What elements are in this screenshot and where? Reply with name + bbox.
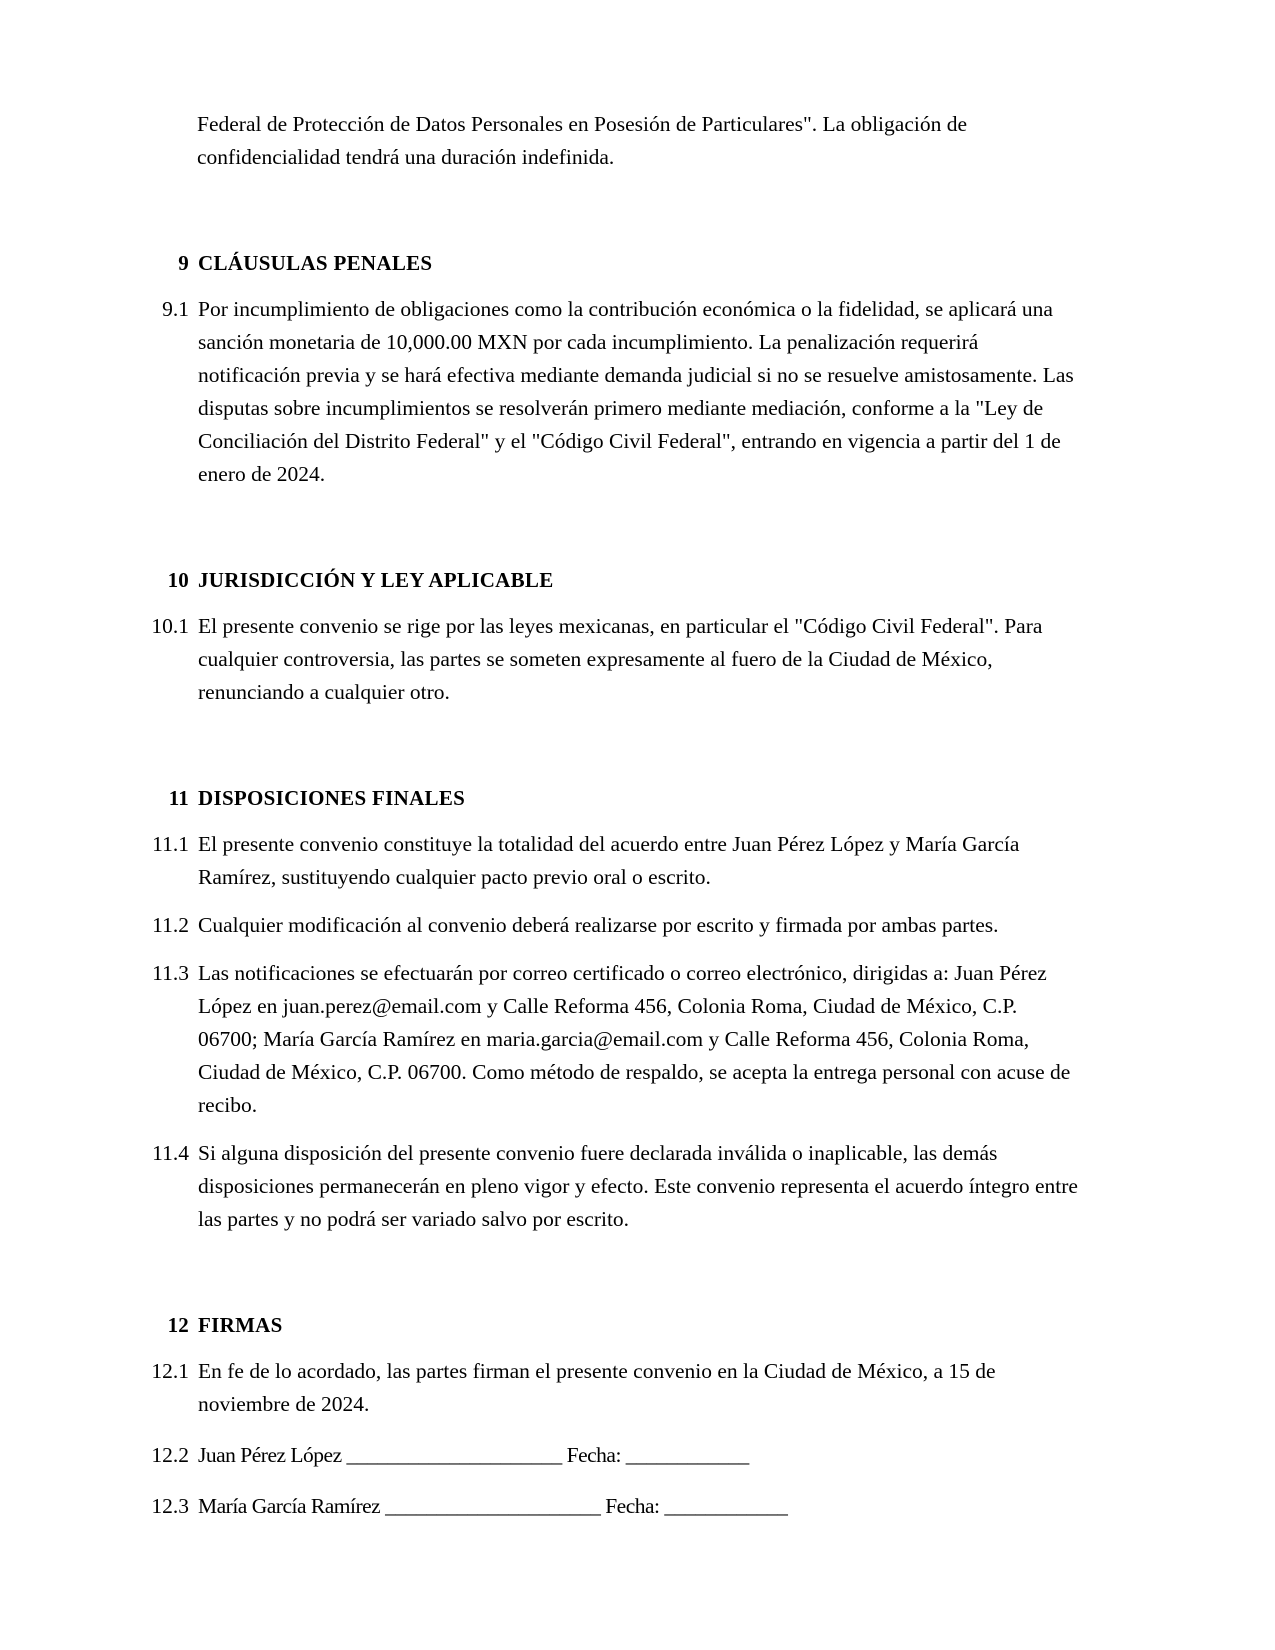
clause-text-12-3[interactable]: María García Ramírez _____________________ Fecha: ____________ — [198, 1494, 788, 1518]
clause-11-1 — [133, 828, 1078, 894]
clause-11-2 — [133, 909, 1078, 942]
spacer — [133, 894, 1078, 909]
spacer — [133, 815, 1078, 828]
section-heading-11 — [133, 782, 1078, 815]
section-heading-9 — [133, 247, 1078, 280]
spacer — [133, 280, 1078, 293]
clause-number-11-2: 11.2 — [152, 913, 189, 937]
signature-line-maria-garcia-ramirez — [133, 1490, 1078, 1523]
section-heading-10 — [133, 564, 1078, 597]
clause-number-12-1: 12.1 — [151, 1359, 189, 1383]
clause-text-11-3: Las notificaciones se efectuarán por correo certificado o correo electrónico, dirigidas a: Juan Pérez López en juan.perez@email.com y Calle Reforma 456, Colonia Roma, Ciudad de México, C.P. 06700; María García Ramírez en maria.garcia@email.com y Calle Reforma 456, Colonia Roma, Ciudad de México, C.P. 06700. Como método de respaldo, se acepta la entrega personal con acuse de recibo. — [198, 961, 1071, 1117]
clause-number-11-1: 11.1 — [152, 832, 189, 856]
spacer — [133, 597, 1078, 610]
clause-text-11-2: Cualquier modificación al convenio deberá realizarse por escrito y firmada por ambas partes. — [198, 913, 999, 937]
clause-text-12-2[interactable]: Juan Pérez López _____________________ Fecha: ____________ — [198, 1443, 749, 1467]
clause-9-1 — [133, 293, 1078, 491]
spacer — [133, 709, 1078, 782]
clause-number-11-3: 11.3 — [152, 961, 189, 985]
document-body — [133, 108, 1078, 1523]
section-number-11: 11 — [168, 786, 189, 810]
spacer — [133, 491, 1078, 564]
clause-text-11-4: Si alguna disposición del presente convenio fuere declarada inválida o inaplicable, las demás disposiciones permanecerán en pleno vigor y efecto. Este convenio representa el acuerdo íntegro entre las partes y no podrá ser variado salvo por escrito. — [198, 1141, 1078, 1231]
clause-12-1 — [133, 1355, 1078, 1421]
section-title-10: JURISDICCIÓN Y LEY APLICABLE — [198, 568, 554, 592]
spacer — [133, 942, 1078, 957]
section-heading-12 — [133, 1309, 1078, 1342]
clause-10-1 — [133, 610, 1078, 709]
spacer — [133, 1122, 1078, 1137]
spacer — [133, 1421, 1078, 1439]
clause-11-4 — [133, 1137, 1078, 1236]
section-title-12: FIRMAS — [198, 1313, 283, 1337]
clause-number-12-3: 12.3 — [151, 1494, 189, 1518]
clause-text-11-1: El presente convenio constituye la totalidad del acuerdo entre Juan Pérez López y María García Ramírez, sustituyendo cualquier pacto previo oral o escrito. — [198, 832, 1020, 889]
clause-text-9-1: Por incumplimiento de obligaciones como la contribución económica o la fidelidad, se aplicará una sanción monetaria de 10,000.00 MXN por cada incumplimiento. La penalización requerirá notificación previa y se hará efectiva mediante demanda judicial si no se resuelve amistosamente. Las disputas sobre incumplimientos se resolverán primero mediante mediación, conforme a la "Ley de Conciliación del Distrito Federal" y el "Código Civil Federal", entrando en vigencia a partir del 1 de enero de 2024. — [198, 297, 1074, 486]
clause-number-11-4: 11.4 — [152, 1141, 189, 1165]
section-title-9: CLÁUSULAS PENALES — [198, 251, 433, 275]
clause-text-10-1: El presente convenio se rige por las leyes mexicanas, en particular el "Código Civil Federal". Para cualquier controversia, las partes se someten expresamente al fuero de la Ciudad de México, renunciando a cualquier otro. — [198, 614, 1043, 704]
clause-number-12-2: 12.2 — [151, 1443, 189, 1467]
spacer — [133, 1472, 1078, 1490]
signature-line-juan-perez-lopez — [133, 1439, 1078, 1472]
clause-number-9-1: 9.1 — [162, 297, 189, 321]
section-number-12: 12 — [167, 1313, 189, 1337]
spacer — [133, 1236, 1078, 1309]
spacer — [133, 174, 1078, 247]
continued-paragraph: Federal de Protección de Datos Personales en Posesión de Particulares". La obligación de confidencialidad tendrá una duración indefinida. — [197, 112, 968, 169]
clause-11-3 — [133, 957, 1078, 1122]
section-number-9: 9 — [178, 251, 189, 275]
clause-number-10-1: 10.1 — [151, 614, 189, 638]
section-number-10: 10 — [167, 568, 189, 592]
spacer — [133, 1342, 1078, 1355]
clause-text-12-1: En fe de lo acordado, las partes firman el presente convenio en la Ciudad de México, a 15 de noviembre de 2024. — [198, 1359, 996, 1416]
section-title-11: DISPOSICIONES FINALES — [198, 786, 466, 810]
